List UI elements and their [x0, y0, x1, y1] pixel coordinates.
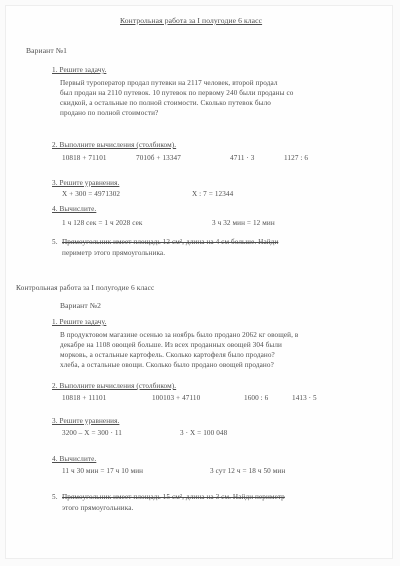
v1-task3-label: 3. Решите уравнения.: [52, 179, 120, 187]
v1-task2-item: 1127 : 6: [284, 154, 309, 162]
v2-task3-label: 3. Решите уравнения.: [52, 417, 120, 425]
v2-task1-line: морковь, а остальные картофель. Сколько картофеля было продано?: [60, 351, 275, 359]
v2-task5-text: Прямоугольник имеет площадь 15 см², длина на 3 см. Найди периметр: [62, 493, 285, 501]
v2-task1-line: декабре на 1108 овощей больше. Из всех проданных овощей 304 были: [60, 341, 282, 349]
v1-task3-item: Х + 300 = 4971302: [62, 190, 121, 198]
v1-task3-item: Х : 7 = 12344: [192, 190, 234, 198]
v2-task4-item: 11 ч 30 мин = 17 ч 10 мин: [62, 467, 144, 475]
v1-task2-item: 10818 + 71101: [62, 154, 107, 162]
v2-task5-label: 5.: [52, 493, 58, 501]
variant2-heading: Вариант №2: [60, 301, 101, 310]
v1-task2-item: 7010б + 13347: [136, 154, 181, 162]
v1-task4-item: 3 ч 32 мин = 12 мин: [212, 219, 275, 227]
v1-task2-label: 2. Выполните вычисления (столбиком).: [52, 141, 177, 149]
v2-task1-line: В продуктовом магазине осенью за ноябрь было продано 2062 кг овощей, в: [60, 331, 299, 339]
variant1-heading: Вариант №1: [26, 46, 67, 55]
v1-task1-line: скидкой, а остальные по полной стоимости. Сколько путевок было: [60, 99, 271, 107]
v1-task5-text: Прямоугольник имеет площадь 12 см², длина на 4 см больше. Найди: [62, 238, 279, 246]
v1-task5-label: 5.: [52, 238, 58, 246]
v2-task1-label: 1. Решите задачу.: [52, 318, 107, 326]
v1-task2-item: 4711 · 3: [230, 154, 255, 162]
v2-task2-item: 100103 + 47110: [152, 394, 201, 402]
v2-task2-item: 1413 · 5: [292, 394, 317, 402]
doc-title: Контрольная работа за I полугодие 6 класс: [120, 16, 263, 25]
v1-task1-label: 1. Решите задачу.: [52, 66, 107, 74]
v2-task2-label: 2. Выполните вычисления (столбиком).: [52, 382, 177, 390]
v1-task1-line: Первый туроператор продал путевки на 2117 человек, второй продал: [60, 79, 278, 87]
v2-task3-item: 3200 – Х = 300 · 11: [62, 429, 122, 437]
v2-task3-item: 3 · Х = 100 048: [180, 429, 228, 437]
v2-task4-item: 3 сут 12 ч = 18 ч 50 мин: [210, 467, 286, 475]
v1-task5-text: периметр этого прямоугольника.: [62, 249, 166, 257]
v2-task5-text: этого прямоугольника.: [62, 504, 134, 512]
v1-task4-item: 1 ч 128 сек = 1 ч 2028 сек: [62, 219, 143, 227]
v2-task1-line: хлеба, а остальные овощи. Сколько было продано овощей продано?: [60, 361, 274, 369]
v1-task1-line: был продан на 2110 путевок. 10 путевок по первому 240 были проданы со: [60, 89, 294, 97]
v1-task1-line: продано по полной стоимости?: [60, 109, 159, 117]
v2-task2-item: 10818 + 11101: [62, 394, 107, 402]
variant2-title: Контрольная работа за I полугодие 6 класс: [16, 283, 155, 292]
document-sheet: [6, 6, 392, 558]
v1-task4-label: 4. Вычислите.: [52, 205, 97, 213]
v2-task4-label: 4. Вычислите.: [52, 455, 97, 463]
v2-task2-item: 1600 : 6: [244, 394, 269, 402]
